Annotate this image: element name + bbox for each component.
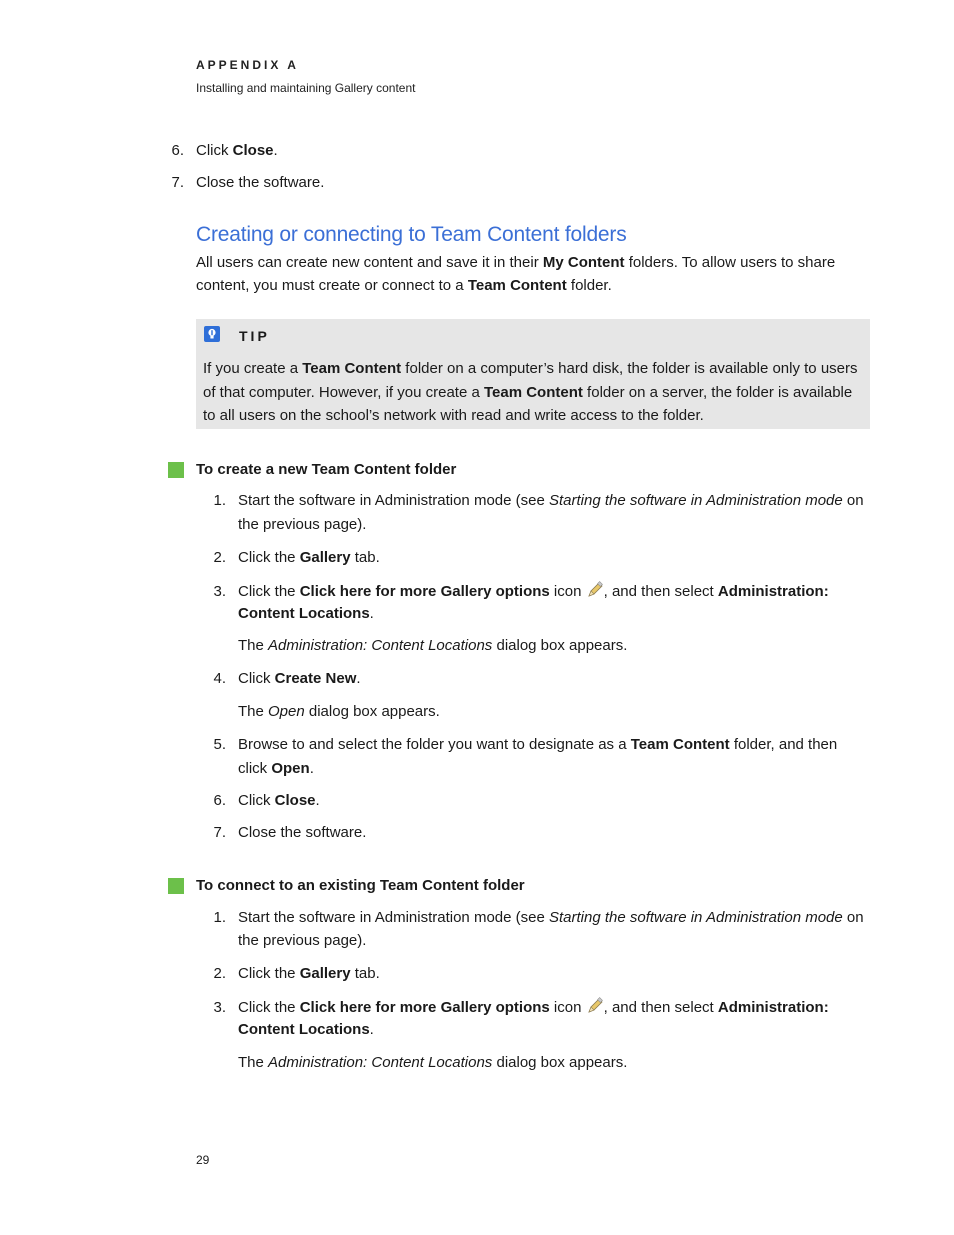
- tip-line: If you create a Team Content folder on a computer’s hard disk, the folder is available only to users: [203, 360, 858, 377]
- step-number: 2.: [213, 549, 226, 566]
- lightbulb-icon: [204, 326, 220, 342]
- step-text: Browse to and select the folder you want to designate as a Team Content folder, and then: [238, 736, 838, 753]
- step-text: Start the software in Administration mode (see Starting the software in Administration mode on: [238, 909, 864, 926]
- step-number: 1.: [213, 492, 226, 509]
- step-number: 3.: [213, 999, 226, 1016]
- step-text: Start the software in Administration mode (see Starting the software in Administration mode on: [238, 492, 864, 509]
- step-text: Click the Gallery tab.: [238, 549, 380, 566]
- step-text: Close the software.: [238, 824, 367, 841]
- step-note: The Administration: Content Locations dialog box appears.: [238, 637, 628, 654]
- step-note: The Open dialog box appears.: [238, 703, 440, 720]
- step-text: Click the Click here for more Gallery options icon , and then select Administration:: [238, 583, 829, 600]
- intro-line: content, you must create or connect to a Team Content folder.: [196, 277, 612, 294]
- step-number: 6.: [171, 142, 184, 159]
- step-number: 7.: [171, 174, 184, 191]
- step-number: 3.: [213, 583, 226, 600]
- procedure-square-icon: [168, 878, 184, 894]
- procedure-title: To connect to an existing Team Content folder: [196, 877, 525, 894]
- intro-line: All users can create new content and save it in their My Content folders. To allow users to share: [196, 254, 836, 271]
- step-text: the previous page).: [238, 932, 367, 949]
- step-text: Click Close.: [238, 792, 320, 809]
- procedure-square-icon: [168, 462, 184, 478]
- step-text: click Open.: [238, 760, 314, 777]
- step-text: Click the Gallery tab.: [238, 965, 380, 982]
- step-number: 2.: [213, 965, 226, 982]
- step-number: 7.: [213, 824, 226, 841]
- step-number: 1.: [213, 909, 226, 926]
- pencil-icon: [586, 997, 604, 1015]
- step-text: Content Locations.: [238, 1021, 374, 1038]
- step-text: Content Locations.: [238, 605, 374, 622]
- tip-label: TIP: [239, 328, 270, 344]
- step-note: The Administration: Content Locations dialog box appears.: [238, 1054, 628, 1071]
- chapter-subtitle: Installing and maintaining Gallery content: [196, 81, 416, 95]
- appendix-label: APPENDIX A: [196, 58, 299, 72]
- step-number: 6.: [213, 792, 226, 809]
- step-number: 5.: [213, 736, 226, 753]
- step-number: 4.: [213, 670, 226, 687]
- step-text: the previous page).: [238, 516, 367, 533]
- page-number: 29: [196, 1153, 210, 1167]
- step-text: Click Close.: [196, 142, 278, 159]
- tip-box: [196, 319, 870, 429]
- section-heading: Creating or connecting to Team Content folders: [196, 223, 627, 246]
- step-text: Click the Click here for more Gallery options icon , and then select Administration:: [238, 999, 829, 1016]
- procedure-title: To create a new Team Content folder: [196, 461, 457, 478]
- tip-line: to all users on the school’s network with read and write access to the folder.: [203, 407, 704, 424]
- step-text: Click Create New.: [238, 670, 361, 687]
- step-text: Close the software.: [196, 174, 325, 191]
- tip-line: of that computer. However, if you create a Team Content folder on a server, the folder is available: [203, 384, 853, 401]
- pencil-icon: [586, 581, 604, 599]
